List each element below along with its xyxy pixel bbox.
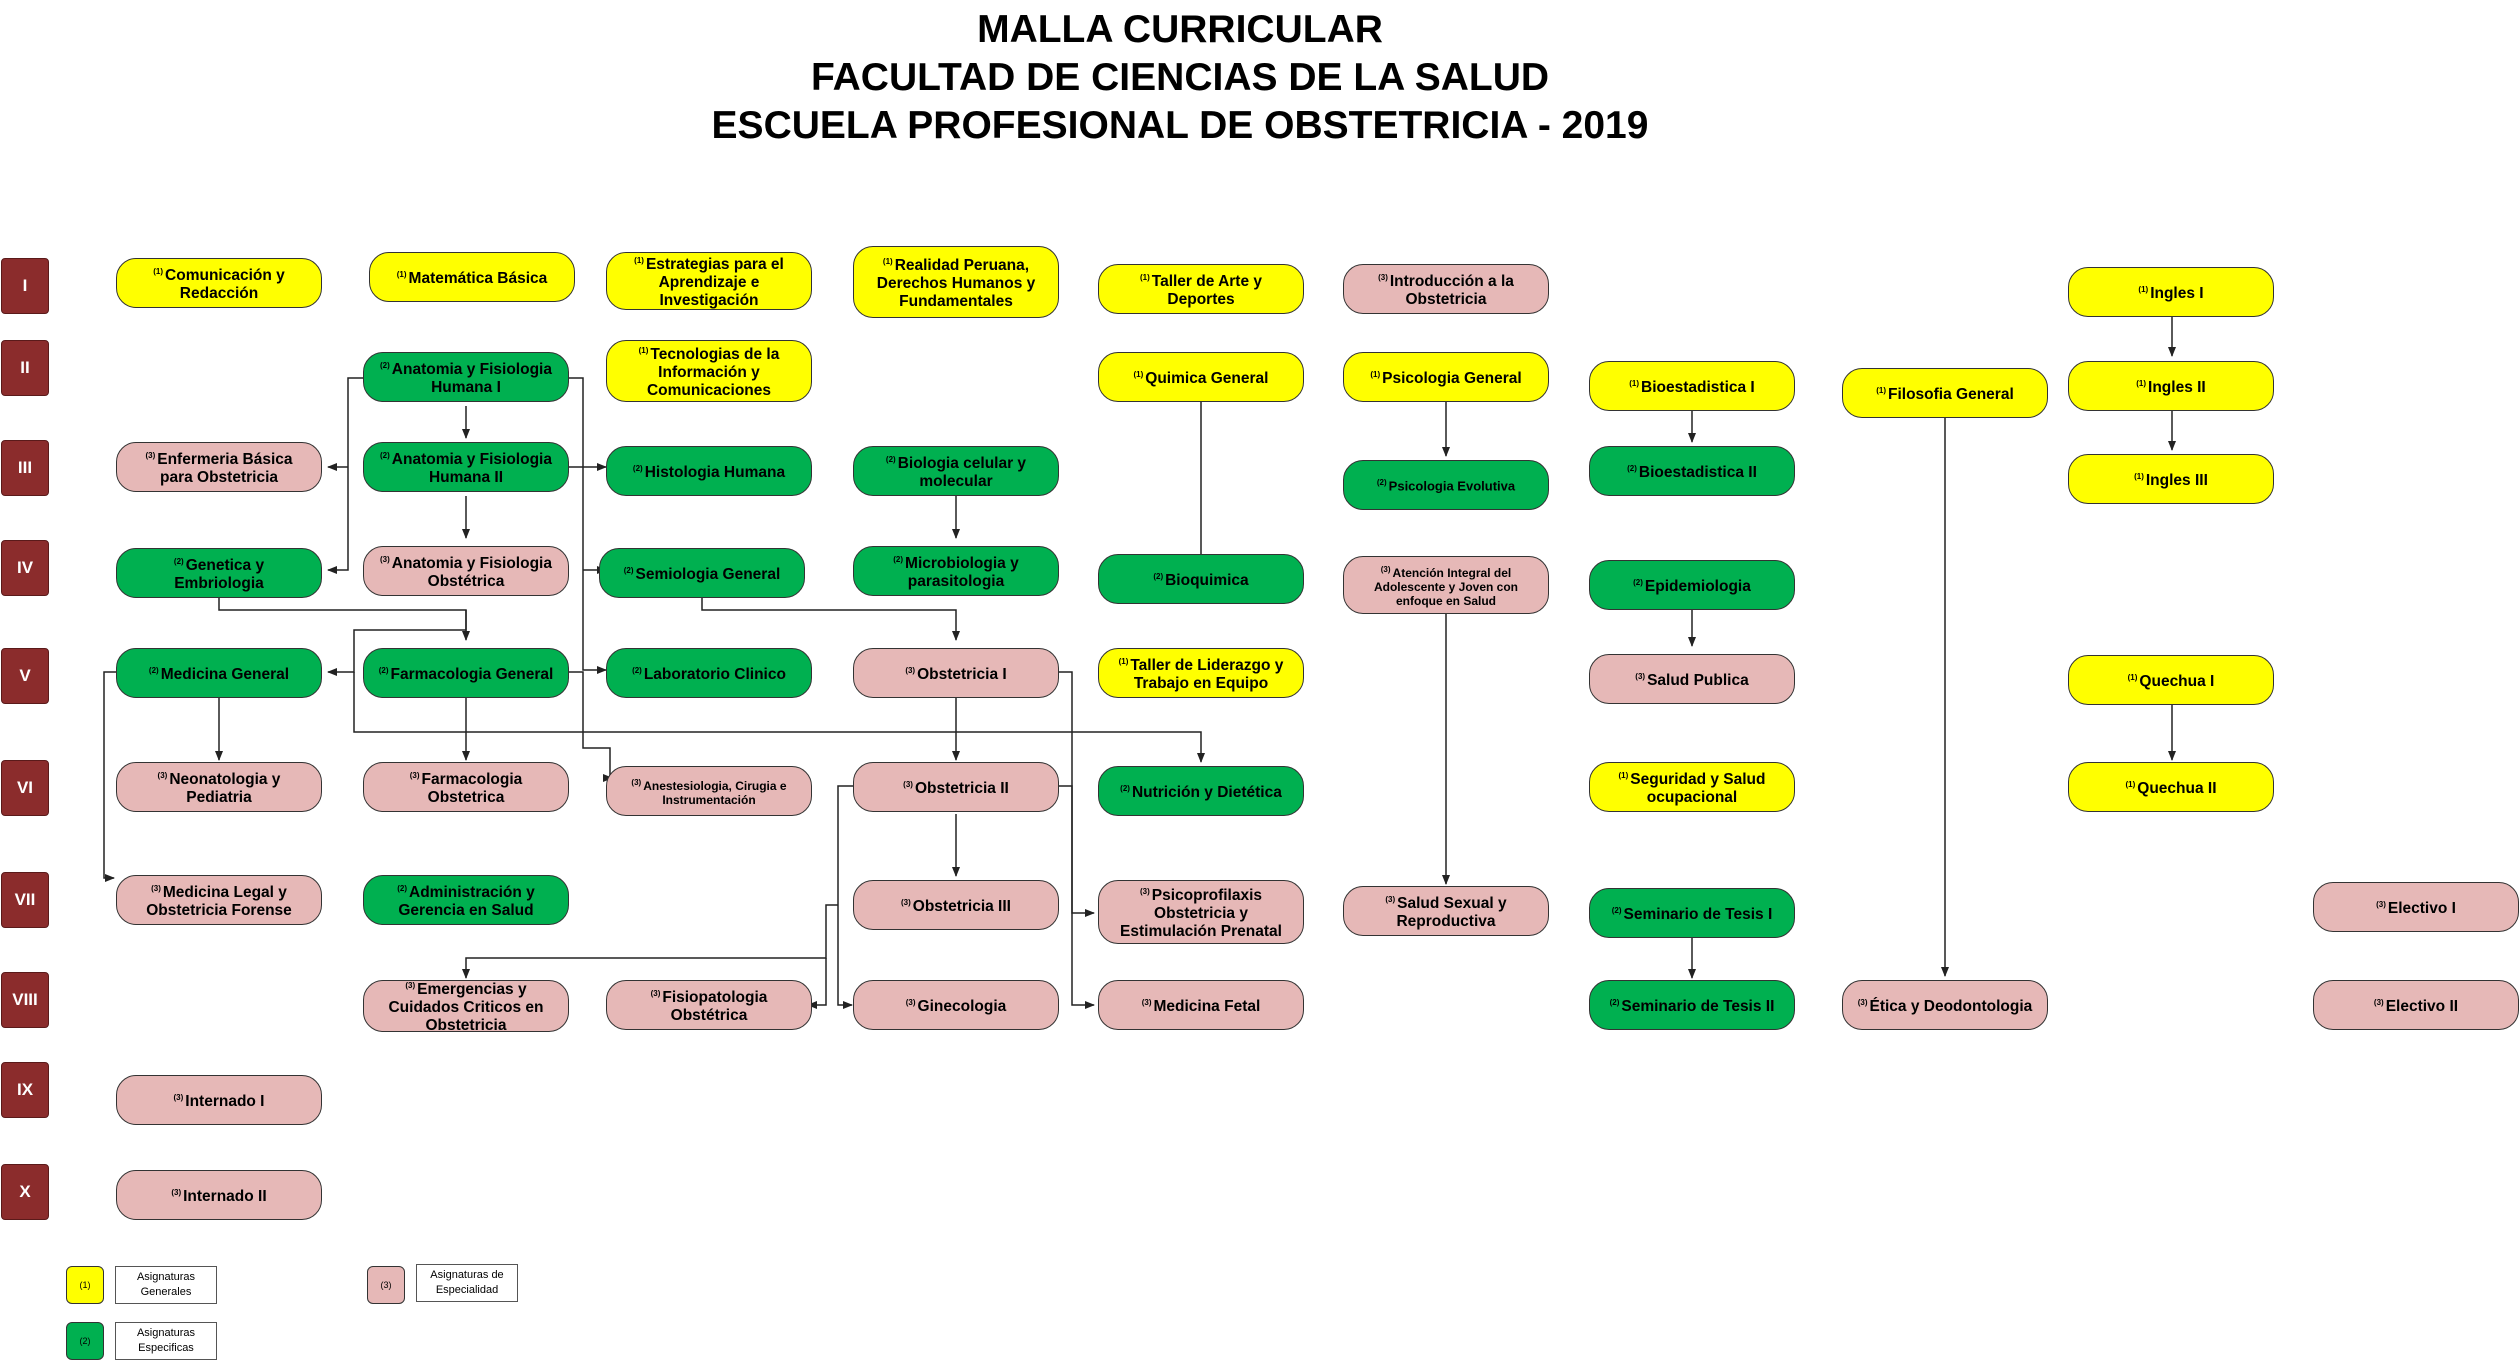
semester-marker-8: VIII bbox=[1, 972, 49, 1028]
course-intro-obstetricia[interactable]: $^{(3)}$ Introducción a la Obstetricia bbox=[1343, 264, 1549, 314]
title-line-3: ESCUELA PROFESIONAL DE OBSTETRICIA - 2019 bbox=[711, 104, 1649, 147]
legend-label-especialidad: Asignaturas de Especialidad bbox=[416, 1264, 518, 1302]
course-anatomia-2[interactable]: $^{(2)}$ Anatomia y Fisiologia Humana II bbox=[363, 442, 569, 492]
legend-swatch-generales: (1) bbox=[66, 1266, 104, 1304]
edge-semiologia-obstetricia1 bbox=[702, 598, 956, 640]
semester-marker-2: II bbox=[1, 340, 49, 396]
course-taller-arte[interactable]: $^{(1)}$ Taller de Arte y Deportes bbox=[1098, 264, 1304, 314]
course-matematica[interactable]: $^{(1)}$ Matemática Básica bbox=[369, 252, 575, 302]
semester-marker-6: VI bbox=[1, 760, 49, 816]
course-genetica[interactable]: $^{(2)}$ Genetica y Embriologia bbox=[116, 548, 322, 598]
edge-to-psicoprofilaxis bbox=[1059, 786, 1094, 913]
course-bioquimica[interactable]: $^{(2)}$ Bioquimica bbox=[1098, 554, 1304, 604]
semester-marker-10: X bbox=[1, 1164, 49, 1220]
course-nutricion[interactable]: $^{(2)}$ Nutrición y Dietética bbox=[1098, 766, 1304, 816]
course-microbiologia[interactable]: $^{(2)}$ Microbiologia y parasitologia bbox=[853, 546, 1059, 596]
edge-to-ginecologia bbox=[838, 786, 853, 1005]
title-line-2: FACULTAD DE CIENCIAS DE LA SALUD bbox=[810, 56, 1550, 99]
course-electivo-2[interactable]: $^{(3)}$ Electivo II bbox=[2313, 980, 2519, 1030]
course-electivo-1[interactable]: $^{(3)}$ Electivo I bbox=[2313, 882, 2519, 932]
course-comunicacion[interactable]: $^{(1)}$ Comunicación y Redacción bbox=[116, 258, 322, 308]
course-semiologia[interactable]: $^{(2)}$ Semiologia General bbox=[599, 548, 805, 598]
course-filosofia[interactable]: $^{(1)}$ Filosofia General bbox=[1842, 368, 2048, 418]
course-liderazgo[interactable]: $^{(1)}$ Taller de Liderazgo y Trabajo en Equipo bbox=[1098, 648, 1304, 698]
edge-anatomia1-laboratorio bbox=[569, 378, 606, 670]
edge-anatomia-obst-farmacologia bbox=[219, 598, 466, 640]
semester-marker-4: IV bbox=[1, 540, 49, 596]
course-fisiopatologia[interactable]: $^{(3)}$ Fisiopatologia Obstétrica bbox=[606, 980, 812, 1030]
course-histologia[interactable]: $^{(2)}$ Histologia Humana bbox=[606, 446, 812, 496]
course-medicina-fetal[interactable]: $^{(3)}$ Medicina Fetal bbox=[1098, 980, 1304, 1030]
course-anatomia-obstetrica[interactable]: $^{(3)}$ Anatomia y Fisiologia Obstétrica bbox=[363, 546, 569, 596]
course-medicina-general[interactable]: $^{(2)}$ Medicina General bbox=[116, 648, 322, 698]
course-bioestadistica-1[interactable]: $^{(1)}$ Bioestadistica I bbox=[1589, 361, 1795, 411]
semester-marker-1: I bbox=[1, 258, 49, 314]
course-quechua-2[interactable]: $^{(1)}$ Quechua II bbox=[2068, 762, 2274, 812]
course-ingles-3[interactable]: $^{(1)}$ Ingles III bbox=[2068, 454, 2274, 504]
course-medicina-legal[interactable]: $^{(3)}$ Medicina Legal y Obstetricia Forense bbox=[116, 875, 322, 925]
course-ingles-2[interactable]: $^{(1)}$ Ingles II bbox=[2068, 361, 2274, 411]
course-seminario-tesis-2[interactable]: $^{(2)}$ Seminario de Tesis II bbox=[1589, 980, 1795, 1030]
course-obstetricia-3[interactable]: $^{(3)}$ Obstetricia III bbox=[853, 880, 1059, 930]
course-internado-2[interactable]: $^{(3)}$ Internado II bbox=[116, 1170, 322, 1220]
course-quimica[interactable]: $^{(1)}$ Quimica General bbox=[1098, 352, 1304, 402]
course-administracion[interactable]: $^{(2)}$ Administración y Gerencia en Salud bbox=[363, 875, 569, 925]
course-bioestadistica-2[interactable]: $^{(2)}$ Bioestadistica II bbox=[1589, 446, 1795, 496]
course-farmacologia-obstetrica[interactable]: $^{(3)}$ Farmacologia Obstetrica bbox=[363, 762, 569, 812]
course-obstetricia-1[interactable]: $^{(3)}$ Obstetricia I bbox=[853, 648, 1059, 698]
course-tecnologias[interactable]: $^{(1)}$ Tecnologias de la Información y Comunicaciones bbox=[606, 340, 812, 402]
course-biologia[interactable]: $^{(2)}$ Biologia celular y molecular bbox=[853, 446, 1059, 496]
legend-swatch-especificas: (2) bbox=[66, 1322, 104, 1360]
edge-to-medicina-fetal bbox=[1059, 672, 1094, 1005]
course-psicoprofilaxis[interactable]: $^{(3)}$ Psicoprofilaxis Obstetricia y Estimulación Prenatal bbox=[1098, 880, 1304, 944]
semester-marker-3: III bbox=[1, 440, 49, 496]
course-seguridad[interactable]: $^{(1)}$ Seguridad y Salud ocupacional bbox=[1589, 762, 1795, 812]
legend-label-especificas: Asignaturas Especificas bbox=[115, 1322, 217, 1360]
title-line-1: MALLA CURRICULAR bbox=[977, 8, 1383, 51]
course-psicologia-evolutiva[interactable]: $^{(2)}$ Psicologia Evolutiva bbox=[1343, 460, 1549, 510]
course-epidemiologia[interactable]: $^{(2)}$ Epidemiologia bbox=[1589, 560, 1795, 610]
course-atencion-integral[interactable]: $^{(3)}$ Atención Integral del Adolescente y Joven con enfoque en Salud bbox=[1343, 556, 1549, 614]
edge-medicina-legal bbox=[104, 672, 116, 878]
course-ingles-1[interactable]: $^{(1)}$ Ingles I bbox=[2068, 267, 2274, 317]
course-laboratorio[interactable]: $^{(2)}$ Laboratorio Clinico bbox=[606, 648, 812, 698]
course-ginecologia[interactable]: $^{(3)}$ Ginecologia bbox=[853, 980, 1059, 1030]
course-quechua-1[interactable]: $^{(1)}$ Quechua I bbox=[2068, 655, 2274, 705]
course-anatomia-1[interactable]: $^{(2)}$ Anatomia y Fisiologia Humana I bbox=[363, 352, 569, 402]
semester-marker-9: IX bbox=[1, 1062, 49, 1118]
legend-swatch-especialidad: (3) bbox=[367, 1266, 405, 1304]
edge-anatomia1-genetica bbox=[328, 378, 363, 570]
course-seminario-tesis-1[interactable]: $^{(2)}$ Seminario de Tesis I bbox=[1589, 888, 1795, 938]
course-obstetricia-2[interactable]: $^{(3)}$ Obstetricia II bbox=[853, 762, 1059, 812]
course-internado-1[interactable]: $^{(3)}$ Internado I bbox=[116, 1075, 322, 1125]
course-anestesiologia[interactable]: $^{(3)}$ Anestesiologia, Cirugia e Instrumentación bbox=[606, 766, 812, 816]
course-neonatologia[interactable]: $^{(3)}$ Neonatologia y Pediatria bbox=[116, 762, 322, 812]
course-salud-publica[interactable]: $^{(3)}$ Salud Publica bbox=[1589, 654, 1795, 704]
semester-marker-7: VII bbox=[1, 872, 49, 928]
course-salud-sexual[interactable]: $^{(3)}$ Salud Sexual y Reproductiva bbox=[1343, 886, 1549, 936]
course-psicologia[interactable]: $^{(1)}$ Psicologia General bbox=[1343, 352, 1549, 402]
course-realidad[interactable]: $^{(1)}$ Realidad Peruana, Derechos Humanos y Fundamentales bbox=[853, 246, 1059, 318]
course-etica[interactable]: $^{(3)}$ Ética y Deodontologia bbox=[1842, 980, 2048, 1030]
course-enfermeria[interactable]: $^{(3)}$ Enfermeria Básica para Obstetricia bbox=[116, 442, 322, 492]
course-emergencias[interactable]: $^{(3)}$ Emergencias y Cuidados Criticos en Obstetricia bbox=[363, 980, 569, 1032]
edge-to-anestesiologia bbox=[569, 672, 612, 778]
course-estrategias[interactable]: $^{(1)}$ Estrategias para el Aprendizaje e Investigación bbox=[606, 252, 812, 310]
course-farmacologia[interactable]: $^{(2)}$ Farmacologia General bbox=[363, 648, 569, 698]
semester-marker-5: V bbox=[1, 648, 49, 704]
legend-label-generales: Asignaturas Generales bbox=[115, 1266, 217, 1304]
